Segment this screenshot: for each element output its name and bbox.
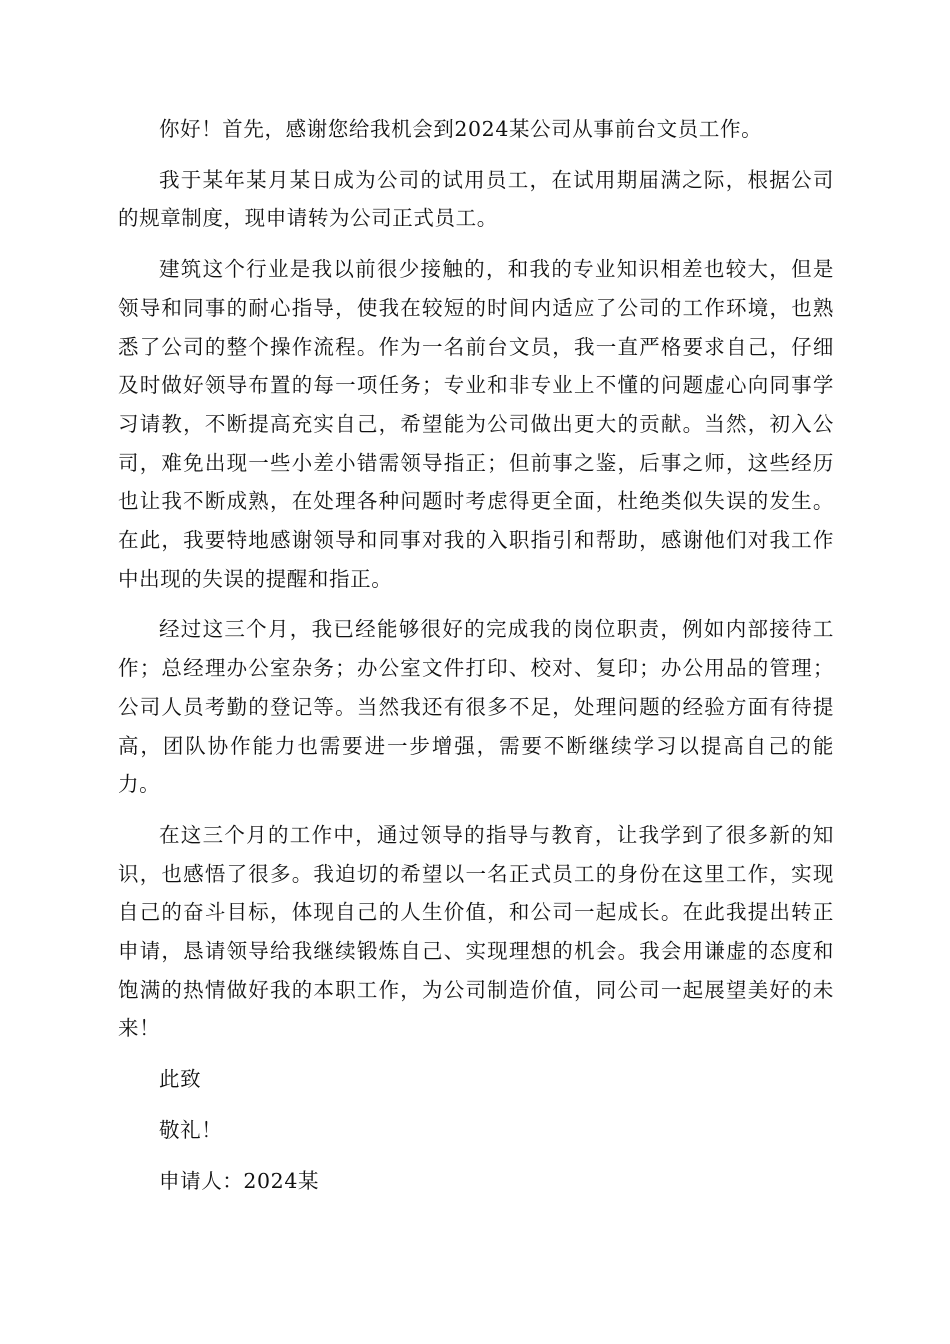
closing-salutation: 此致 xyxy=(159,1067,202,1092)
paragraph-experience: 建筑这个行业是我以前很少接触的，和我的专业知识相差也较大，但是领导和同事的耐心指导，使我在较短的时间内适应了公司的工作环境，也熟悉了公司的整个操作流程。作为一名前台文员，我一直严格要求自己，仔细及时做好领导布置的每一项任务；专业和非专业上不懂的问题虚心向同事学习请教，不断提高充实自己，希望能为公司做出更大的贡献。当然，初入公司，难免出现一些小差小错需领导指正；但前事之鉴，后事之师，这些经历也让我不断成熟，在处理各种问题时考虑得更全面，杜绝类似失误的发生。在此，我要特地感谢领导和同事对我的入职指引和帮助，感谢他们对我工作中出现的失误的提醒和指正。 xyxy=(118,257,834,591)
paragraph-application: 我于某年某月某日成为公司的试用员工，在试用期届满之际，根据公司的规章制度，现申请转为公司正式员工。 xyxy=(118,167,834,231)
closing-regards: 敬礼！ xyxy=(159,1117,223,1142)
letter-body xyxy=(118,110,834,1212)
applicant-signature: 申请人：2024某 xyxy=(159,1168,320,1193)
paragraph-duties: 经过这三个月，我已经能够很好的完成我的岗位职责，例如内部接待工作；总经理办公室杂务；办公室文件打印、校对、复印；办公用品的管理；公司人员考勤的登记等。当然我还有很多不足，处理问题的经验方面有待提高，团队协作能力也需要进一步增强，需要不断继续学习以提高自己的能力。 xyxy=(118,617,834,797)
paragraph-greeting: 你好！首先，感谢您给我机会到2024某公司从事前台文员工作。 xyxy=(159,117,763,141)
paragraph-request: 在这三个月的工作中，通过领导的指导与教育，让我学到了很多新的知识，也感悟了很多。我迫切的希望以一名正式员工的身份在这里工作，实现自己的奋斗目标，体现自己的人生价值，和公司一起成长。在此我提出转正申请，恳请领导给我继续锻炼自己、实现理想的机会。我会用谦虚的态度和饱满的热情做好我的本职工作，为公司制造价值，同公司一起展望美好的未来！ xyxy=(118,822,834,1041)
